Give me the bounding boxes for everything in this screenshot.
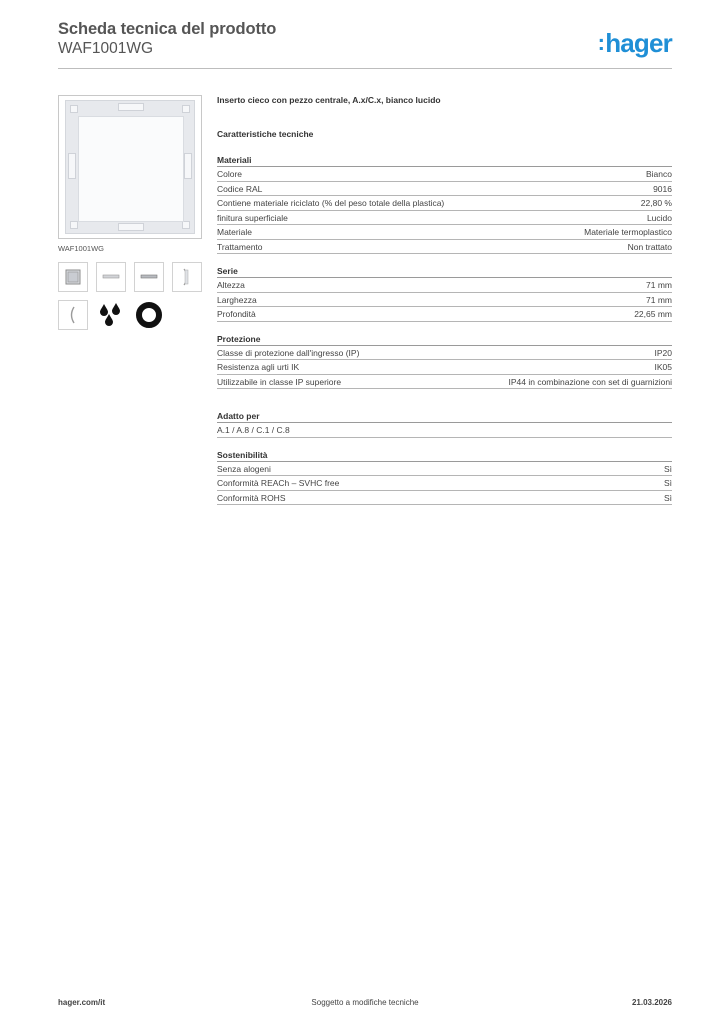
center-piece: [78, 116, 184, 222]
spec-row: [217, 293, 672, 308]
spec-value: Sì: [663, 492, 672, 503]
spec-row: [217, 196, 672, 211]
spec-row: [217, 375, 672, 390]
spec-value: Lucido: [646, 212, 672, 223]
tech-characteristics-title: Caratteristiche tecniche: [217, 129, 314, 139]
section-title: Sostenibilità: [217, 450, 672, 462]
spec-row: [217, 491, 672, 506]
spec-value: Non trattato: [627, 241, 672, 252]
product-plate-illustration: [65, 100, 195, 234]
spec-label: Classe di protezione dall'ingresso (IP): [217, 347, 360, 358]
spec-label: Altezza: [217, 280, 245, 290]
specifications: [217, 95, 672, 505]
spec-label: Colore: [217, 169, 243, 179]
spec-row: [217, 462, 672, 477]
spec-label: Resistenza agli urti IK: [217, 362, 300, 372]
spec-label: Contiene materiale riciclato (% del peso totale della plastica): [217, 198, 445, 208]
spec-value: Materiale termoplastico: [584, 227, 672, 237]
spec-label: Larghezza: [217, 294, 257, 305]
image-caption: WAF1001WG: [58, 244, 104, 253]
logo-text: hager: [605, 28, 672, 58]
section-protezione: [217, 334, 672, 390]
section-sostenibilita: [217, 450, 672, 506]
footer-date: 21.03.2026: [631, 998, 672, 1007]
spec-row: [217, 240, 672, 255]
spec-value: Sì: [663, 478, 672, 488]
spec-label: finitura superficiale: [217, 212, 288, 223]
spec-label: Materiale: [217, 227, 252, 237]
header-divider: [58, 68, 672, 69]
profile-view-icon: [58, 300, 88, 330]
spec-value: IP20: [654, 347, 672, 358]
spec-row: [217, 225, 672, 240]
section-title: Adatto per: [217, 411, 672, 423]
spec-value: 71 mm: [646, 294, 672, 305]
ring-icon: [134, 300, 164, 330]
spec-row: [217, 307, 672, 322]
logo-dots-icon: :: [597, 30, 605, 55]
footer-website-link[interactable]: hager.com/it: [58, 998, 106, 1007]
spec-label: Codice RAL: [217, 183, 263, 194]
spec-value: Bianco: [646, 169, 672, 179]
spec-row: [217, 167, 672, 182]
spec-label: Senza alogeni: [217, 463, 271, 474]
spec-value: Sì: [663, 463, 672, 474]
section-title: Protezione: [217, 334, 672, 346]
product-description: Inserto cieco con pezzo centrale, A.x/C.x, bianco lucido: [217, 95, 441, 105]
document-title: Scheda tecnica del prodotto: [58, 20, 277, 38]
section-title: Materiali: [217, 155, 672, 167]
side-view-icon: [172, 262, 202, 292]
spec-row: [217, 278, 672, 293]
spec-row: [217, 346, 672, 361]
page-header: [58, 20, 672, 70]
spec-row: [217, 423, 672, 438]
spec-label: A.1 / A.8 / C.1 / C.8: [217, 425, 290, 435]
section-serie: [217, 266, 672, 322]
front-view-icon: [96, 262, 126, 292]
spec-value: 71 mm: [646, 280, 672, 290]
hager-logo: [598, 28, 672, 59]
product-code-title: WAF1001WG: [58, 40, 154, 57]
spec-row: [217, 360, 672, 375]
spec-row: [217, 182, 672, 197]
spec-label: Conformità ROHS: [217, 492, 286, 503]
section-materiali: [217, 155, 672, 254]
spec-row: [217, 476, 672, 491]
top-view-icon: [134, 262, 164, 292]
footer-note: Soggetto a modifiche tecniche: [311, 998, 419, 1007]
spec-label: Profondità: [217, 309, 256, 319]
spec-row: [217, 211, 672, 226]
spec-value: 22,80 %: [640, 198, 672, 208]
spec-label: Utilizzabile in classe IP superiore: [217, 376, 342, 387]
section-adatto-per: [217, 411, 672, 438]
section-title: Serie: [217, 266, 672, 278]
product-image: [58, 95, 202, 239]
frame-view-icon: [58, 262, 88, 292]
spec-label: Conformità REACh – SVHC free: [217, 478, 340, 488]
spec-label: Trattamento: [217, 241, 263, 252]
spec-value: 9016: [653, 183, 672, 194]
spec-value: IK05: [654, 362, 672, 372]
water-drops-icon: [96, 300, 126, 330]
spec-value: 22,65 mm: [634, 309, 672, 319]
spec-value: IP44 in combinazione con set di guarnizioni: [508, 376, 672, 387]
